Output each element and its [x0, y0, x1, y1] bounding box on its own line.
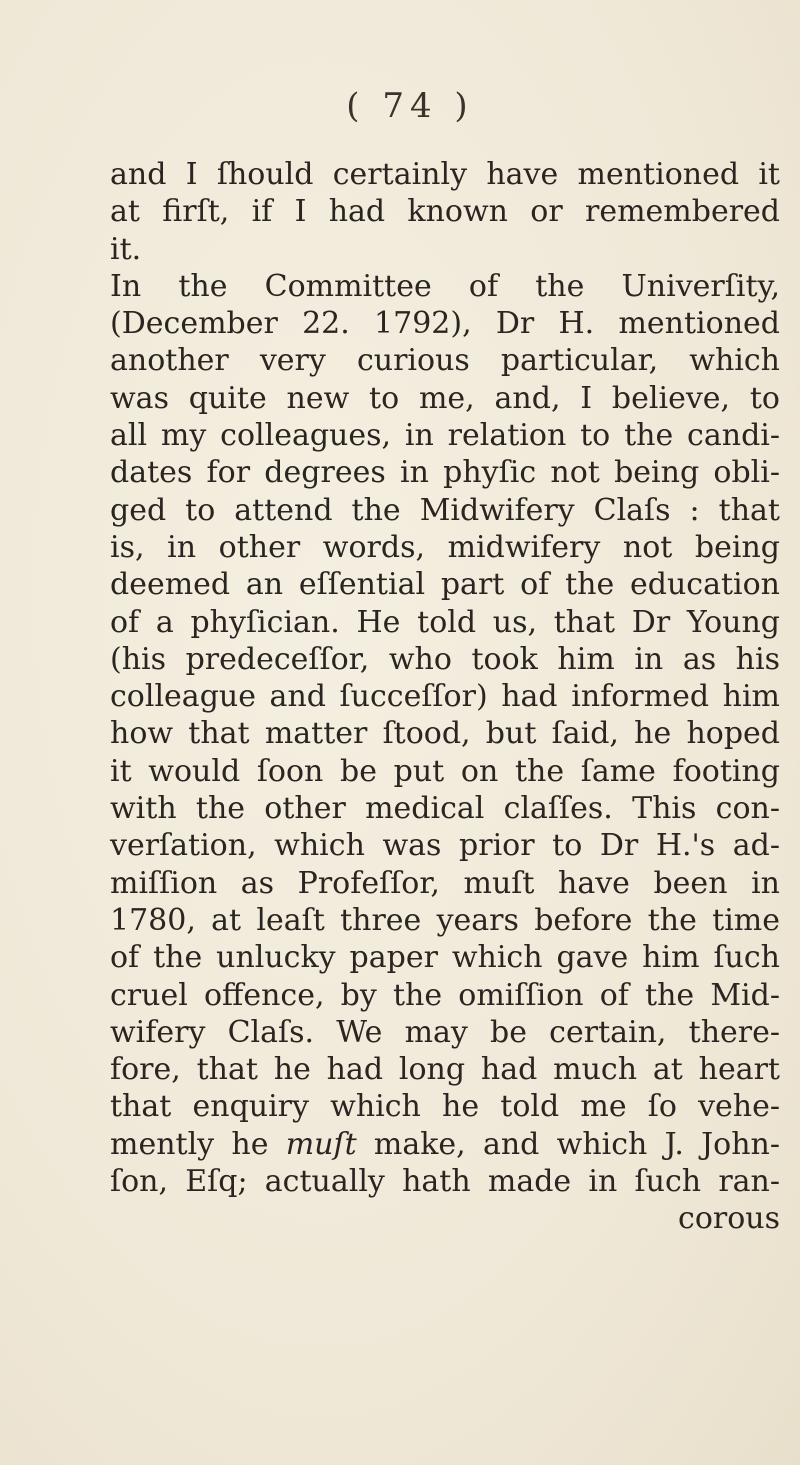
text-line: all my colleagues, in relation to the candi- — [110, 418, 780, 454]
text-line: at firſt, if I had known or remembered — [110, 194, 780, 230]
catchword: corous — [678, 1201, 780, 1237]
text-fragment: mently he — [110, 1126, 286, 1162]
text-line: is, in other words, midwifery not being — [110, 529, 780, 565]
text-line: it would ſoon be put on the ſame footing — [110, 753, 780, 789]
text-line: of the unlucky paper which gave him ſuch — [110, 940, 780, 976]
text-line: cruel offence, by the omiſſion of the Mid- — [110, 977, 780, 1013]
text-line: another very curious particular, which — [110, 343, 780, 379]
text-line: In the Committee of the Univerſity, — [110, 268, 780, 304]
page-number: ( 74 ) — [346, 86, 474, 126]
text-line: of a phyſician. He told us, that Dr Young — [110, 604, 780, 640]
text-line: ged to attend the Midwifery Claſs : that — [110, 492, 780, 528]
text-line: ſon, Eſq; actually hath made in ſuch ran- — [110, 1164, 780, 1200]
text-line: miſſion as Profeſſor, muſt have been in — [110, 865, 780, 901]
text-line: (December 22. 1792), Dr H. mentioned — [110, 306, 780, 342]
text-line: it. — [110, 231, 142, 267]
body-text — [110, 156, 780, 1238]
text-line: colleague and ſucceſſor) had informed him — [110, 679, 780, 715]
italic-word: muſt — [285, 1126, 357, 1162]
text-line: 1780, at leaſt three years before the time — [110, 902, 780, 938]
text-line — [110, 1126, 780, 1163]
text-line: was quite new to me, and, I believe, to — [110, 380, 780, 416]
text-line: (his predeceſſor, who took him in as his — [110, 641, 780, 677]
text-fragment: make, and which J. John- — [356, 1126, 780, 1162]
text-line: how that matter ſtood, but ſaid, he hoped — [110, 716, 780, 752]
text-line: with the other medical claſſes. This con- — [110, 791, 780, 827]
text-line: and I ſhould certainly have mentioned it — [110, 157, 780, 192]
text-line: fore, that he had long had much at heart — [110, 1052, 780, 1088]
text-line: deemed an eſſential part of the education — [110, 567, 780, 603]
text-line: verſation, which was prior to Dr H.'s ad- — [110, 828, 780, 864]
text-line: dates for degrees in phyſic not being obli- — [110, 455, 780, 491]
text-line: that enquiry which he told me ſo vehe- — [110, 1089, 780, 1125]
text-line: wifery Claſs. We may be certain, there- — [110, 1014, 780, 1050]
